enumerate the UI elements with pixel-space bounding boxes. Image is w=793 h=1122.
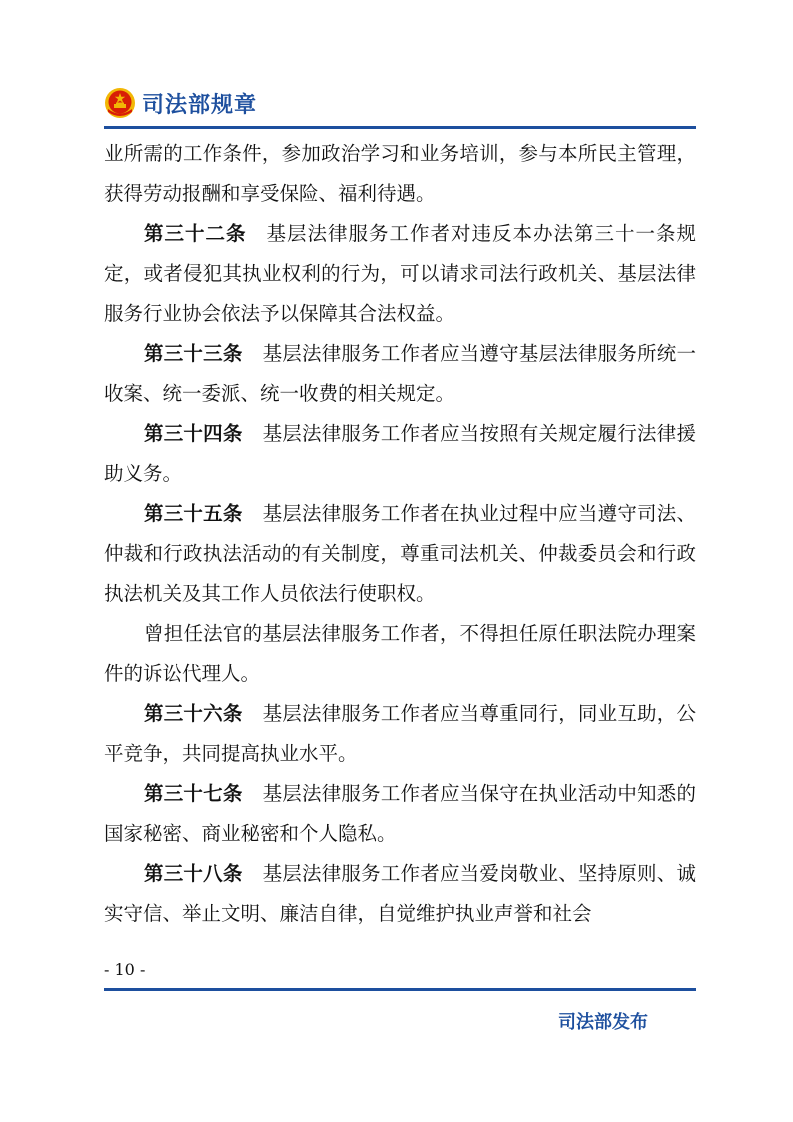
page-header xyxy=(104,86,257,120)
document-body xyxy=(104,134,696,970)
national-emblem-icon xyxy=(104,87,136,119)
footer-publisher: 司法部发布 xyxy=(558,1012,648,1033)
article-number: 第三十八条 xyxy=(144,862,243,885)
paragraph-text: 基层法律服务工作者应当按照有关规定履行法律援助义务。 xyxy=(104,422,696,485)
paragraph xyxy=(104,774,696,854)
paragraph xyxy=(104,414,696,494)
paragraph xyxy=(104,214,696,334)
paragraph xyxy=(104,614,696,694)
paragraph xyxy=(104,694,696,774)
article-number: 第三十四条 xyxy=(144,422,243,445)
article-number: 第三十三条 xyxy=(144,342,243,365)
article-number: 第三十五条 xyxy=(144,502,243,525)
paragraph-text: 基层法律服务工作者应当尊重同行，同业互助，公平竞争，共同提高执业水平。 xyxy=(104,702,696,765)
paragraph-text: 基层法律服务工作者应当遵守基层法律服务所统一收案、统一委派、统一收费的相关规定。 xyxy=(104,342,696,405)
paragraph xyxy=(104,494,696,614)
paragraph xyxy=(104,334,696,414)
article-number: 第三十二条 xyxy=(144,222,247,245)
paragraph xyxy=(104,134,696,214)
paragraph xyxy=(104,854,696,934)
page-number: - 10 - xyxy=(104,960,146,979)
article-number: 第三十六条 xyxy=(144,702,243,725)
paragraph-text: 曾担任法官的基层法律服务工作者，不得担任原任职法院办理案件的诉讼代理人。 xyxy=(104,622,696,685)
paragraph-text: 业所需的工作条件，参加政治学习和业务培训，参与本所民主管理，获得劳动报酬和享受保险、福利待遇。 xyxy=(104,142,696,205)
header-title: 司法部规章 xyxy=(142,92,258,118)
paragraph-text: 基层法律服务工作者应当爱岗敬业、坚持原则、诚实守信、举止文明、廉洁自律，自觉维护执业声誉和社会 xyxy=(104,862,696,925)
paragraph-text: 基层法律服务工作者应当保守在执业活动中知悉的国家秘密、商业秘密和个人隐私。 xyxy=(104,782,696,845)
footer-divider xyxy=(104,988,696,991)
paragraph-text: 基层法律服务工作者在执业过程中应当遵守司法、仲裁和行政执法活动的有关制度，尊重司法机关、仲裁委员会和行政执法机关及其工作人员依法行使职权。 xyxy=(104,502,696,605)
article-number: 第三十七条 xyxy=(144,782,243,805)
header-divider xyxy=(104,126,696,129)
paragraph-text: 基层法律服务工作者对违反本办法第三十一条规定，或者侵犯其执业权利的行为，可以请求司法行政机关、基层法律服务行业协会依法予以保障其合法权益。 xyxy=(104,222,696,325)
